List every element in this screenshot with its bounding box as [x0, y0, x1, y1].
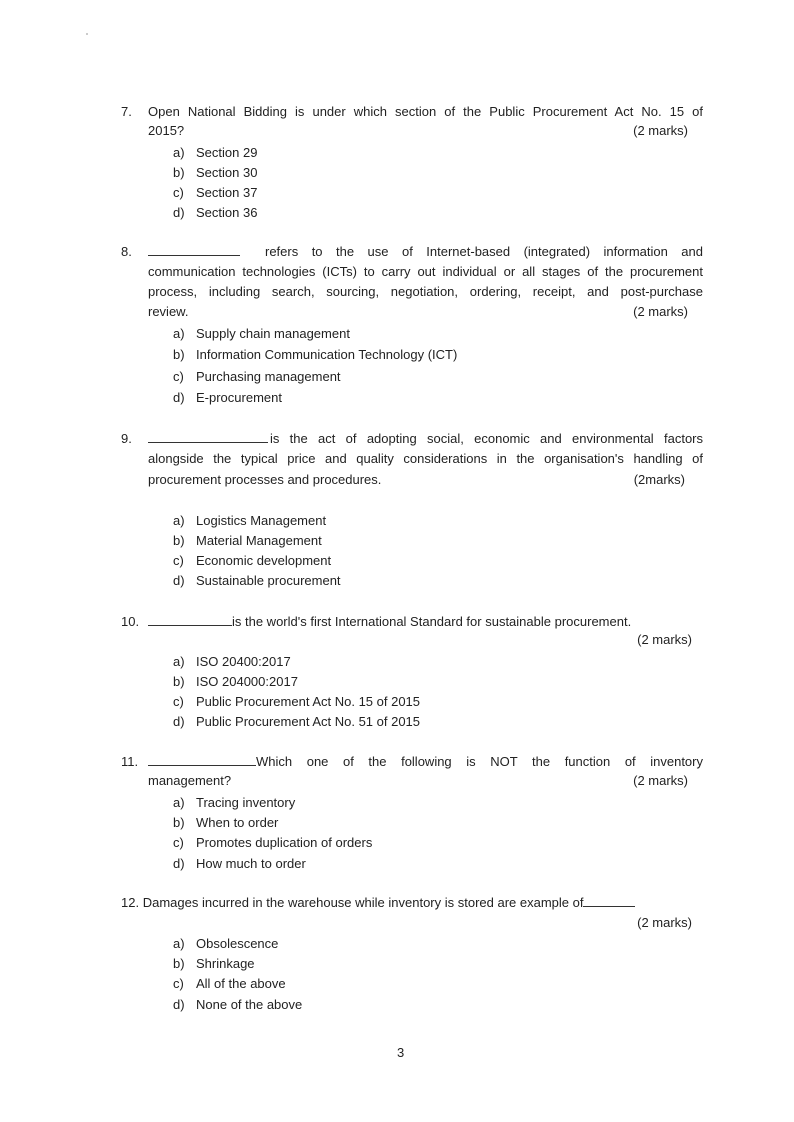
option-text: Material Management: [196, 533, 322, 548]
option-text: Section 29: [196, 145, 258, 160]
question-line: [121, 894, 635, 912]
option-text: None of the above: [196, 997, 303, 1012]
option-letter: d): [173, 205, 185, 220]
marks-label: (2marks): [633, 472, 685, 487]
option-d[interactable]: [173, 572, 341, 590]
question-number: 11.: [121, 754, 139, 769]
option-text: Section 30: [196, 165, 258, 180]
option-letter: b): [173, 533, 185, 548]
question-number: 10.: [121, 614, 140, 629]
scan-speck: [86, 33, 88, 35]
question-text: process, including search, sourcing, negotiation, ordering, receipt, and post-purchase: [148, 284, 703, 299]
option-letter: a): [173, 654, 185, 669]
option-d[interactable]: [173, 855, 306, 873]
question-text: procurement processes and procedures.: [148, 472, 382, 487]
option-text: ISO 20400:2017: [196, 654, 291, 669]
question-text: Open National Bidding is under which section of the Public Procurement Act No. 15 of: [148, 104, 703, 119]
answer-blank: [148, 753, 256, 766]
option-letter: a): [173, 513, 185, 528]
option-b[interactable]: [173, 955, 255, 973]
option-letter: c): [173, 553, 184, 568]
marks-label: (2 marks): [633, 304, 688, 319]
option-d[interactable]: [173, 996, 302, 1014]
answer-blank: [583, 894, 635, 907]
option-c[interactable]: [173, 834, 372, 852]
option-a[interactable]: [173, 935, 278, 953]
option-b[interactable]: [173, 814, 278, 832]
question-number: 12.: [121, 895, 140, 910]
option-c[interactable]: [173, 368, 341, 386]
option-text: Sustainable procurement: [196, 573, 341, 588]
option-letter: d): [173, 997, 185, 1012]
option-a[interactable]: [173, 794, 295, 812]
question-text: Damages incurred in the warehouse while inventory is stored are example of: [142, 895, 584, 910]
option-text: ISO 204000:2017: [196, 674, 298, 689]
question-text: review.: [148, 304, 189, 319]
option-text: Logistics Management: [196, 513, 327, 528]
option-d[interactable]: [173, 389, 282, 407]
option-a[interactable]: [173, 325, 350, 343]
option-text: Public Procurement Act No. 15 of 2015: [196, 694, 421, 709]
option-letter: c): [173, 185, 184, 200]
option-letter: c): [173, 369, 184, 384]
option-a[interactable]: [173, 144, 257, 162]
option-text: Tracing inventory: [196, 795, 296, 810]
option-letter: d): [173, 856, 185, 871]
question-line: [148, 753, 703, 771]
option-b[interactable]: [173, 346, 457, 364]
option-text: E-procurement: [196, 390, 282, 405]
option-text: Section 36: [196, 205, 258, 220]
question-line: [148, 430, 703, 448]
option-letter: b): [173, 674, 185, 689]
option-letter: d): [173, 714, 185, 729]
option-text: Supply chain management: [196, 326, 350, 341]
question-number: 8.: [121, 244, 132, 259]
option-letter: a): [173, 145, 185, 160]
option-text: Shrinkage: [196, 956, 255, 971]
question-text: is the world's first International Standard for sustainable procurement.: [232, 614, 632, 629]
option-text: Promotes duplication of orders: [196, 835, 373, 850]
question-text: refers to the use of Internet-based (integrated) information and: [265, 244, 703, 259]
option-b[interactable]: [173, 532, 322, 550]
option-text: Purchasing management: [196, 369, 341, 384]
option-letter: d): [173, 573, 185, 588]
option-c[interactable]: [173, 975, 286, 993]
answer-blank: [148, 243, 240, 256]
option-a[interactable]: [173, 512, 326, 530]
option-letter: b): [173, 347, 185, 362]
question-text: is the act of adopting social, economic and environmental factors: [270, 431, 703, 446]
option-letter: c): [173, 976, 184, 991]
page-number: 3: [397, 1045, 405, 1060]
answer-blank: [148, 613, 232, 626]
option-c[interactable]: [173, 552, 331, 570]
option-a[interactable]: [173, 653, 291, 671]
option-d[interactable]: [173, 204, 257, 222]
marks-label: (2 marks): [633, 773, 688, 788]
marks-label: (2 marks): [633, 123, 688, 138]
option-letter: b): [173, 165, 185, 180]
option-text: All of the above: [196, 976, 286, 991]
option-text: When to order: [196, 815, 279, 830]
option-letter: a): [173, 795, 185, 810]
option-letter: c): [173, 694, 184, 709]
option-b[interactable]: [173, 673, 298, 691]
question-number: 9.: [121, 431, 132, 446]
option-c[interactable]: [173, 184, 257, 202]
answer-blank: [148, 430, 268, 443]
option-b[interactable]: [173, 164, 257, 182]
option-letter: a): [173, 936, 185, 951]
question-text: management?: [148, 773, 232, 788]
option-text: Public Procurement Act No. 51 of 2015: [196, 714, 421, 729]
question-text: 2015?: [148, 123, 185, 138]
option-c[interactable]: [173, 693, 420, 711]
option-letter: d): [173, 390, 185, 405]
question-line: [148, 243, 703, 261]
option-letter: b): [173, 956, 185, 971]
option-letter: c): [173, 835, 184, 850]
question-line: [148, 613, 631, 631]
question-number: 7.: [121, 104, 132, 119]
option-letter: b): [173, 815, 185, 830]
question-text: alongside the typical price and quality considerations in the organisation's handling of: [148, 451, 703, 466]
option-text: Economic development: [196, 553, 332, 568]
question-text: communication technologies (ICTs) to carry out individual or all stages of the procurement: [148, 264, 703, 279]
marks-label: (2 marks): [637, 632, 692, 647]
option-letter: a): [173, 326, 185, 341]
option-text: Obsolescence: [196, 936, 279, 951]
option-text: Information Communication Technology (ICT): [196, 347, 458, 362]
marks-label: (2 marks): [637, 915, 692, 930]
option-d[interactable]: [173, 713, 420, 731]
question-text: Which one of the following is NOT the function of inventory: [256, 754, 703, 769]
option-text: Section 37: [196, 185, 258, 200]
option-text: How much to order: [196, 856, 306, 871]
